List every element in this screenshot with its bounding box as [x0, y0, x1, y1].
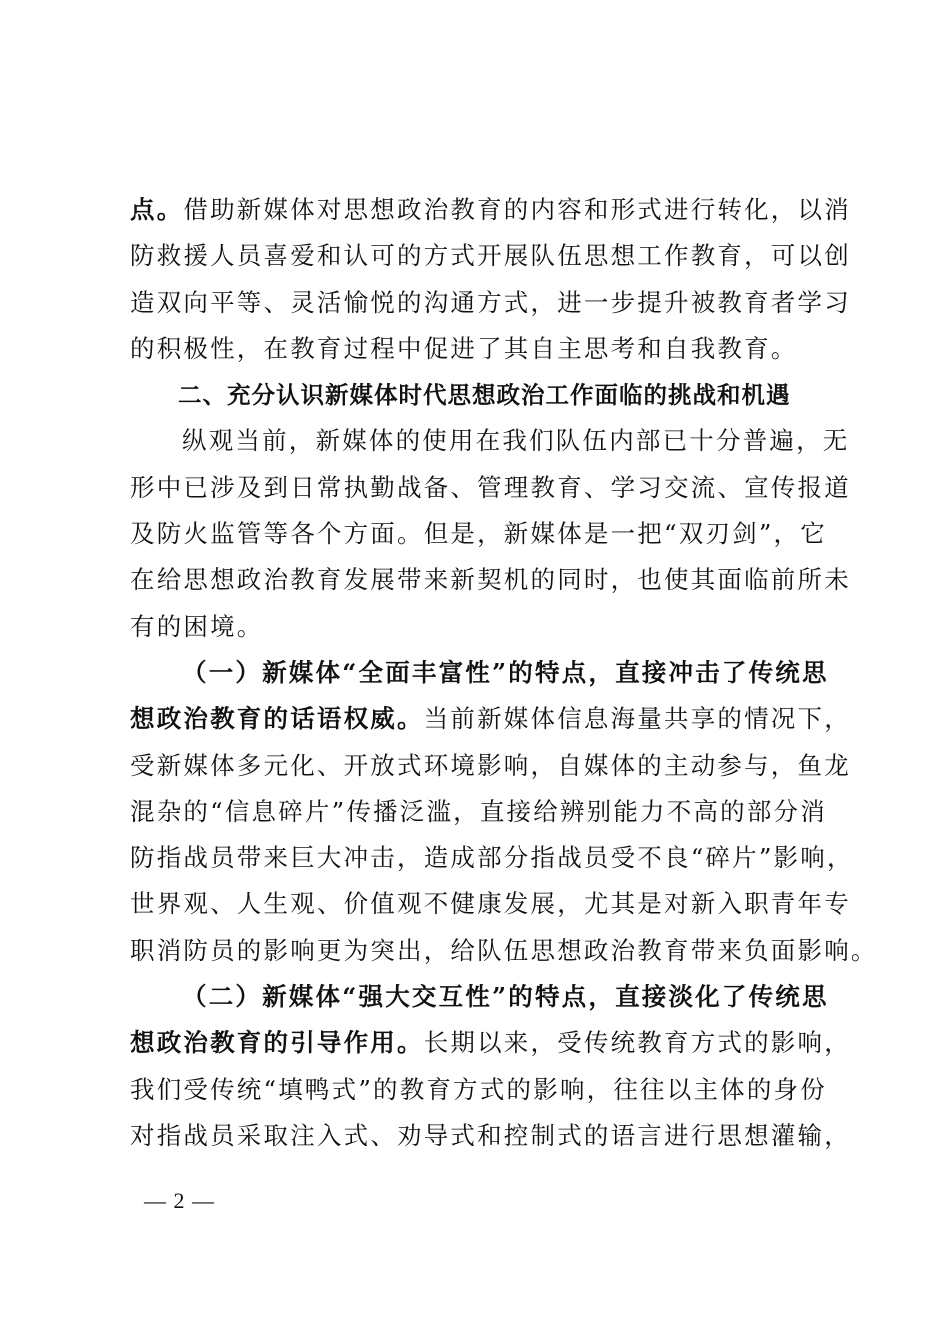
text-line: 混杂的“信息碎片”传播泛滥，直接给辨别能力不高的部分消: [130, 796, 827, 826]
text-line: 有的困境。: [130, 611, 264, 641]
text-run: 借助新媒体对思想政治教育的内容和形式进行转化，以消: [183, 195, 851, 224]
text-run: 长期以来，受传统教育方式的影响，: [423, 1028, 851, 1058]
body-text: [130, 187, 878, 1159]
text-line: [130, 187, 851, 233]
text-line: 形中已涉及到日常执勤战备、管理教育、学习交流、宣传报道: [130, 472, 851, 502]
bold-run: 点。: [130, 195, 184, 224]
text-line: 对指战员采取注入式、劝导式和控制式的语言进行思想灌输，: [130, 1120, 851, 1150]
bold-run: 想政治教育的引导作用。: [130, 1028, 424, 1058]
text-line: 我们受传统“填鸭式”的教育方式的影响，往往以主体的身份: [130, 1074, 827, 1104]
subheading-line: （二）新媒体“强大交互性”的特点，直接淡化了传统思: [182, 982, 829, 1012]
text-run: 当前新媒体信息海量共享的情况下，: [423, 704, 851, 734]
text-line: [130, 696, 851, 742]
section-heading: 二、充分认识新媒体时代思想政治工作面临的挑战和机遇: [178, 381, 791, 410]
text-line: 职消防员的影响更为突出，给队伍思想政治教育带来负面影响。: [130, 935, 878, 965]
bold-run: 想政治教育的话语权威。: [130, 704, 424, 734]
text-line: 纵观当前，新媒体的使用在我们队伍内部已十分普遍，无: [182, 426, 850, 456]
text-line: [130, 1020, 851, 1066]
text-line: 受新媒体多元化、开放式环境影响，自媒体的主动参与，鱼龙: [130, 750, 851, 780]
text-line: 造双向平等、灵活愉悦的沟通方式，进一步提升被教育者学习: [130, 287, 851, 317]
text-line: 的积极性，在教育过程中促进了其自主思考和自我教育。: [130, 333, 798, 363]
text-line: 在给思想政治教育发展带来新契机的同时，也使其面临前所未: [130, 565, 851, 595]
text-line: 及防火监管等各个方面。但是，新媒体是一把“双刃剑”，它: [130, 519, 827, 549]
page-number: — 2 —: [144, 1188, 215, 1213]
subheading-line: （一）新媒体“全面丰富性”的特点，直接冲击了传统思: [182, 657, 829, 687]
text-line: 世界观、人生观、价值观不健康发展，尤其是对新入职青年专: [130, 889, 851, 919]
text-line: 防指战员带来巨大冲击，造成部分指战员受不良“碎片”影响，: [130, 843, 854, 873]
text-line: 防救援人员喜爱和认可的方式开展队伍思想工作教育，可以创: [130, 241, 851, 271]
